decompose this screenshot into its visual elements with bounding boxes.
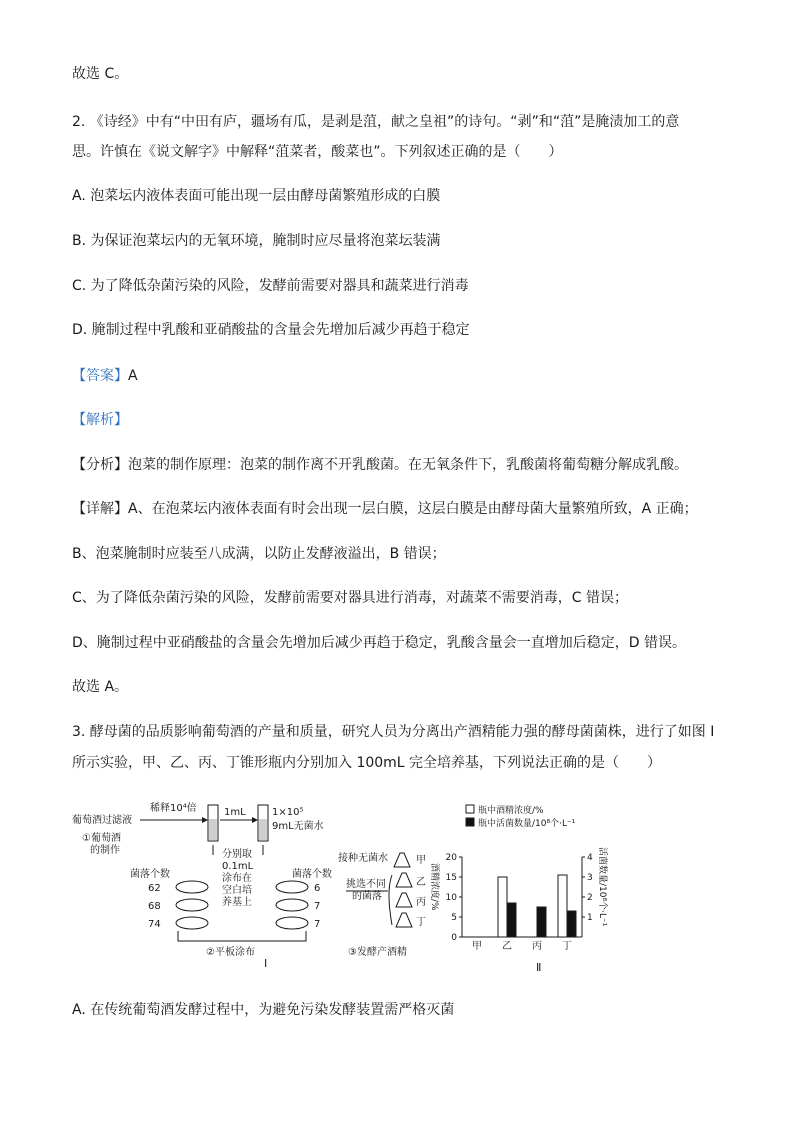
bar-alcohol [498,877,507,937]
pick-label-2: 的菌落 [352,891,382,902]
answer-value: A [128,368,138,384]
question-2-stem: 2. 《诗经》中有“中田有庐，疆场有瓜，是剥是菹，献之皇祖”的诗句。“剥”和“菹”是腌渍加工的意 [72,114,680,130]
colony-count: 6 [314,883,321,894]
legend-swatch-alcohol [466,805,474,813]
x-tick-label: 乙 [502,941,512,952]
y-tick-label-left: 0 [451,933,457,943]
arrow-head [252,817,258,823]
petri-dish [176,899,208,911]
option-c: C. 为了降低杂菌污染的风险，发酵前需要对器具和蔬菜进行消毒 [72,278,469,294]
x-tick-label: 甲 [472,941,482,952]
petri-dish [176,917,208,929]
y-tick-label-right: 1 [587,913,593,923]
y-tick-label-left: 10 [445,893,457,903]
pick-label: 挑选不同 [346,879,386,890]
tube-count-label: 1×10⁵ [272,807,304,818]
bar-chart [429,804,609,974]
flask-icon [396,873,412,887]
answer-line [72,366,138,386]
flask-label: 丙 [416,897,426,908]
legend-swatch-cells [466,818,474,826]
analysis-heading [72,410,128,430]
tube-water-label: 9mL无菌水 [272,821,324,832]
detail-text: A、在泡菜坛内液体表面有时会出现一层白膜，这层白膜是由酵母菌大量繁殖所致，A 正确； [128,501,698,517]
spread-note: 空白培 [222,885,252,896]
colony-count: 7 [314,901,321,912]
y-tick-label-left: 20 [445,853,457,863]
legend-cells: 瓶中活菌数量/10⁸个·L⁻¹ [478,819,576,829]
colony-count: 7 [314,919,321,930]
y-tick-label-right: 4 [587,853,593,863]
analysis-sub-tag: 【分析】 [72,457,128,473]
bracket-line [178,931,306,941]
colony-count: 62 [148,883,161,894]
option-b: B. 为保证泡菜坛内的无氧环境，腌制时应尽量将泡菜坛装满 [72,233,441,249]
legend-alcohol: 瓶中酒精浓度/% [478,806,544,816]
brace [389,875,392,925]
detail-line [72,499,698,519]
spread-note: 分别取 [222,849,252,860]
detail-c: C、为了降低杂菌污染的风险，发酵前需要对器具进行消毒，对蔬菜不需要消毒，C 错误； [72,590,628,606]
step2-label: ②平板涂布 [206,947,255,958]
arrow-head [202,817,208,823]
y-tick-label-right: 3 [587,873,593,883]
flask-label: 乙 [416,877,426,888]
y-tick-label-right: 2 [587,893,593,903]
transfer-label: 1mL [224,807,246,818]
analysis-tag: 【解析】 [72,412,128,428]
experiment-figure [70,795,610,975]
x-tick-label: 丁 [562,941,572,952]
spread-note: 0.1mL [222,861,254,872]
question-3-stem-cont: 所示实验，甲、乙、丙、丁锥形瓶内分别加入 100mL 完全培养基，下列说法正确的是（ ） [72,755,662,771]
detail-b: B、泡菜腌制时应装至八成满，以防止发酵液溢出，B 错误； [72,546,446,562]
x-tick-label: 丙 [532,941,542,952]
step1-label: ①葡萄酒 [82,833,121,844]
step1-label-2: 的制作 [90,845,120,856]
petri-dish [276,917,308,929]
source-label: 葡萄酒过滤液 [72,815,132,826]
y-axis-right-label: 活菌数量/10⁸个·L⁻¹ [597,847,607,927]
detail-d: D、腌制过程中亚硝酸盐的含量会先增加后减少再趋于稳定，乳酸含量会一直增加后稳定，D 错误。 [72,635,687,651]
y-tick-label-left: 5 [451,913,457,923]
question-3-stem: 3. 酵母菌的品质影响葡萄酒的产量和质量，研究人员为分离出产酒精能力强的酵母菌菌株，进行了如图 I [72,724,715,740]
step3-label: ③发酵产酒精 [348,947,407,958]
tube-liquid [209,819,217,840]
spread-note: 涂布在 [222,873,252,884]
flask-icon [394,853,410,867]
tube-liquid [259,819,267,840]
bar-cells [567,911,576,937]
flask-label: 甲 [416,855,426,866]
question-2-stem-cont: 思。许慎在《说文解字》中解释“菹菜者，酸菜也”。下列叙述正确的是（ ） [72,144,563,160]
y-axis-left-label: 酒精浓度/% [429,863,439,911]
analysis-line [72,455,688,475]
answer-tag: 【答案】 [72,368,128,384]
colony-count: 74 [148,919,161,930]
figure-i-label: Ⅰ [264,957,268,970]
figure-ii-label: Ⅱ [536,961,542,974]
analysis-text: 泡菜的制作原理：泡菜的制作离不开乳酸菌。在无氧条件下，乳酸菌将葡萄糖分解成乳酸。 [128,457,688,473]
colony-label-left: 菌落个数 [130,869,170,880]
bar-cells [507,903,516,937]
detail-tag: 【详解】 [72,501,128,517]
option-d: D. 腌制过程中乳酸和亚硝酸盐的含量会先增加后减少再趋于稳定 [72,322,470,338]
text-line: 故选 A。 [72,679,129,695]
y-tick-label-left: 15 [445,873,457,883]
spread-note: 养基上 [222,897,252,908]
option-a-q3: A. 在传统葡萄酒发酵过程中，为避免污染发酵装置需严格灭菌 [72,1002,455,1018]
bar-alcohol [558,875,567,937]
colony-count: 68 [148,901,161,912]
text-line: 故选 C。 [72,66,129,82]
flask-icon [396,893,412,907]
option-a: A. 泡菜坛内液体表面可能出现一层由酵母菌繁殖形成的白膜 [72,188,441,204]
dilute-label: 稀释10⁴倍 [150,803,197,814]
colony-label-right: 菌落个数 [292,869,332,880]
flask-label: 丁 [416,917,426,928]
petri-dish [276,881,308,893]
bar-cells [537,907,546,937]
flask-icon [396,913,412,927]
petri-dish [176,881,208,893]
inoculate-label: 接种无菌水 [338,853,388,864]
petri-dish [276,899,308,911]
